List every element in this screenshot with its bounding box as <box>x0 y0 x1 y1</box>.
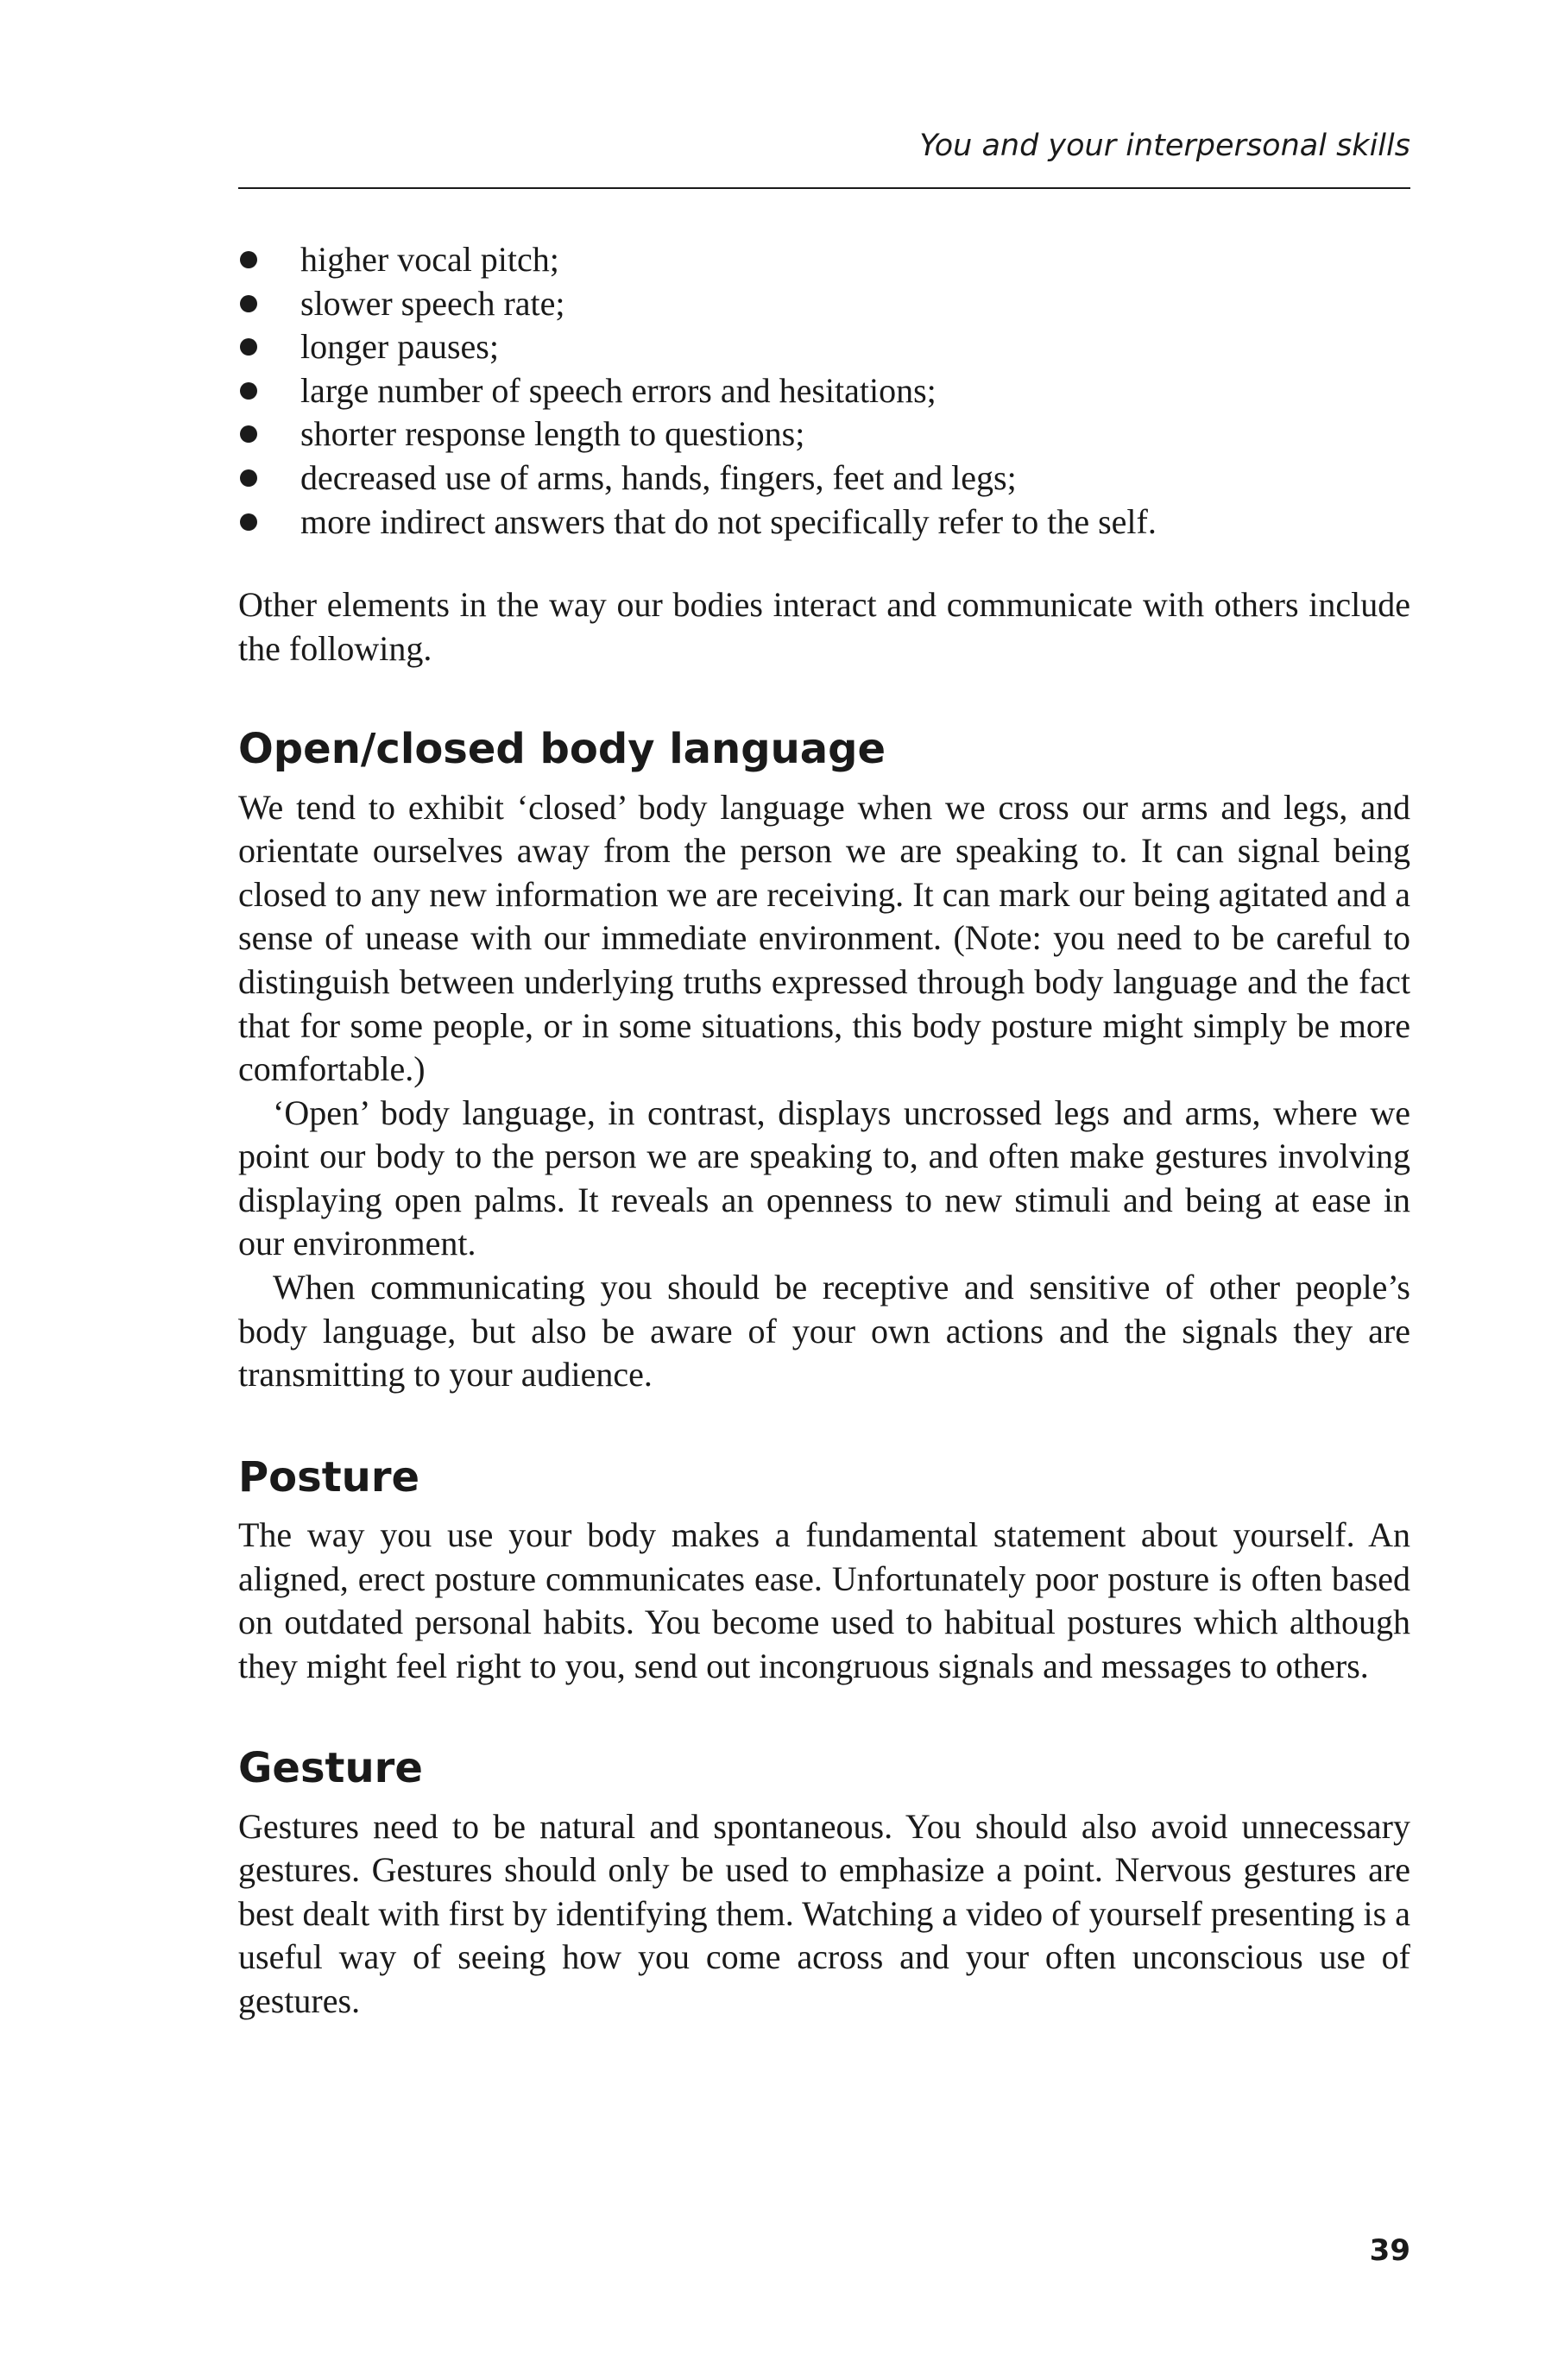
section-heading-gesture: Gesture <box>238 1744 423 1793</box>
body-paragraph: When communicating you should be receptive and sensitive of other people’s body language, but also be aware of your own actions and the signals they are transmitting to your audience. <box>238 1268 1410 1395</box>
bullet-list <box>238 238 1410 544</box>
page-number: 39 <box>1369 2233 1410 2268</box>
list-item <box>238 369 1410 413</box>
list-item-text: longer pauses; <box>300 327 499 367</box>
running-head: You and your interpersonal skills <box>919 129 1410 163</box>
header-rule <box>238 187 1410 189</box>
list-item <box>238 412 1410 456</box>
list-item-text: large number of speech errors and hesitations; <box>300 370 937 410</box>
page-body <box>238 238 1410 2024</box>
list-item <box>238 501 1410 545</box>
body-paragraph: The way you use your body makes a fundamental statement about yourself. An aligned, erect posture communicates ease. Unfortunately poor posture is often based on outdated personal habits. You become used to habitual postures which although they might feel right to you, send out incongruous signals and messages to others. <box>238 1515 1410 1685</box>
list-item-text: more indirect answers that do not specifically refer to the self. <box>300 501 1157 541</box>
list-item-text: higher vocal pitch; <box>300 240 559 279</box>
list-item-text: slower speech rate; <box>300 283 565 323</box>
body-paragraph: Gestures need to be natural and spontaneous. You should also avoid unnecessary gestures. Gestures should only be used to emphasize a point. Nervous gestures are best dealt with first by identifying them. Watching a video of yourself presenting is a useful way of seeing how you come across and your often unconscious use of gestures. <box>238 1806 1410 2020</box>
bullet-icon <box>240 295 257 312</box>
bullet-icon <box>240 469 257 487</box>
body-paragraph: We tend to exhibit ‘closed’ body language when we cross our arms and legs, and orientate ourselves away from the person we are speaking to. It can signal being closed to any new information we are receiving. It can mark our being agitated and a sense of unease with our immediate environment. (Note: you need to be careful to distinguish between underlying truths expressed through body language and the fact that for some people, or in some situations, this body posture might simply be more comfortable.) <box>238 787 1410 1089</box>
list-item-text: shorter response length to questions; <box>300 414 805 454</box>
section-heading-posture: Posture <box>238 1452 420 1502</box>
book-page <box>238 0 1410 2380</box>
bullet-icon <box>240 251 257 268</box>
intro-paragraph: Other elements in the way our bodies interact and communicate with others include the following. <box>238 585 1410 668</box>
list-item <box>238 282 1410 326</box>
section-heading-open-closed-body-language: Open/closed body language <box>238 725 886 774</box>
bullet-icon <box>240 338 257 356</box>
body-paragraph: ‘Open’ body language, in contrast, displays uncrossed legs and arms, where we point our body to the person we are speaking to, and often make gestures involving displaying open palms. It reveals an openness to new stimuli and being at ease in our environment. <box>238 1092 1410 1263</box>
bullet-icon <box>240 513 257 531</box>
list-item-text: decreased use of arms, hands, fingers, feet and legs; <box>300 457 1017 497</box>
list-item <box>238 456 1410 501</box>
bullet-icon <box>240 382 257 400</box>
bullet-icon <box>240 425 257 443</box>
list-item <box>238 325 1410 369</box>
list-item <box>238 238 1410 282</box>
